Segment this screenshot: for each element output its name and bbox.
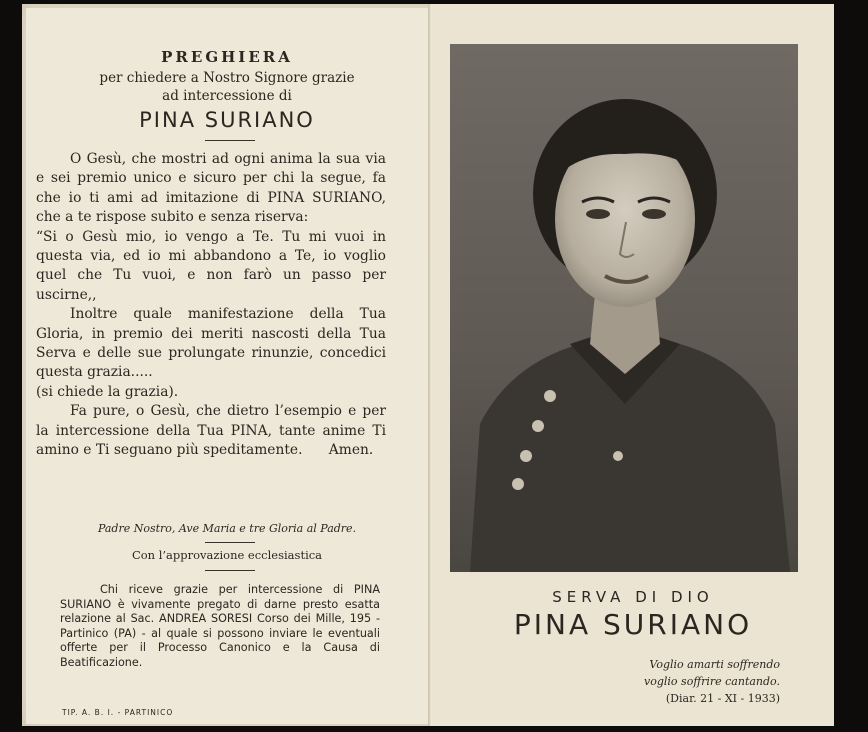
verse-line-1: Voglio amarti soffrendo [649,658,780,671]
amen: Amen. [328,442,374,459]
right-title-name: PINA SURIANO [513,608,753,641]
prayer-paragraph-4 [36,402,386,460]
servant-of-god-label: SERVA DI DIO [552,588,714,606]
diary-citation: (Diar. 21 - XI - 1933) [665,692,780,705]
subtitle-line-2: ad intercessione di [162,88,292,104]
prayer-heading: PREGHIERA [161,48,293,66]
notice-paragraph: Chi riceve grazie per intercessione di PINA SURIANO è vivamente pregato di darne presto esatta relazione al Sac. ANDREA SORESI Corso dei Mille, 195 - Partinico (PA) - al quale si possono inviare le eventuali offerte per il Processo Canonico e la Causa di Beatificazione. [60,583,380,669]
subtitle-line-1: per chiedere a Nostro Signore grazie [99,70,355,86]
divider [205,570,255,571]
divider [205,140,255,141]
verse-line-2: voglio soffrire cantando. [644,675,780,688]
notice-text [60,583,380,671]
portrait-image [450,44,798,572]
ecclesiastical-approval: Con l’approvazione ecclesiastica [131,548,323,562]
portrait-photo [450,44,798,572]
prayer-paragraph-3: Inoltre quale manifestazione della Tua Gloria, in premio dei meriti nascosti della Tua Serva e delle sue prolungate rinunzie, concedici questa grazia..... [36,306,386,381]
prayer-paragraph-4-text: Fa pure, o Gesù, che dietro l’esempio e per la intercessione della Tua PINA, tante anime Ti amino e Ti seguano più speditamente. [36,403,386,459]
printer-credit: TIP. A. B. I. - PARTINICO [62,708,174,717]
prayer-note: (si chiede la grazia). [36,383,179,400]
prayer-paragraph-2: “Si o Gesù mio, io vengo a Te. Tu mi vuoi in questa via, ed io mi abbandono a Te, io voglio quel che Tu vuoi, e non farò un passo per uscirne,, [36,228,386,303]
prayer-paragraph-1: O Gesù, che mostri ad ogni anima la sua via e sei premio unico e sicuro per chi la segue, fa che io ti ami ad imitazione di PINA SURIANO, che a te rispose subito e senza riserva: [36,151,386,226]
divider [205,542,255,543]
closing-prayers: Padre Nostro, Ave Maria e tre Gloria al Padre. [97,522,357,535]
left-title-name: PINA SURIANO [139,108,315,132]
prayer-text [36,150,386,461]
